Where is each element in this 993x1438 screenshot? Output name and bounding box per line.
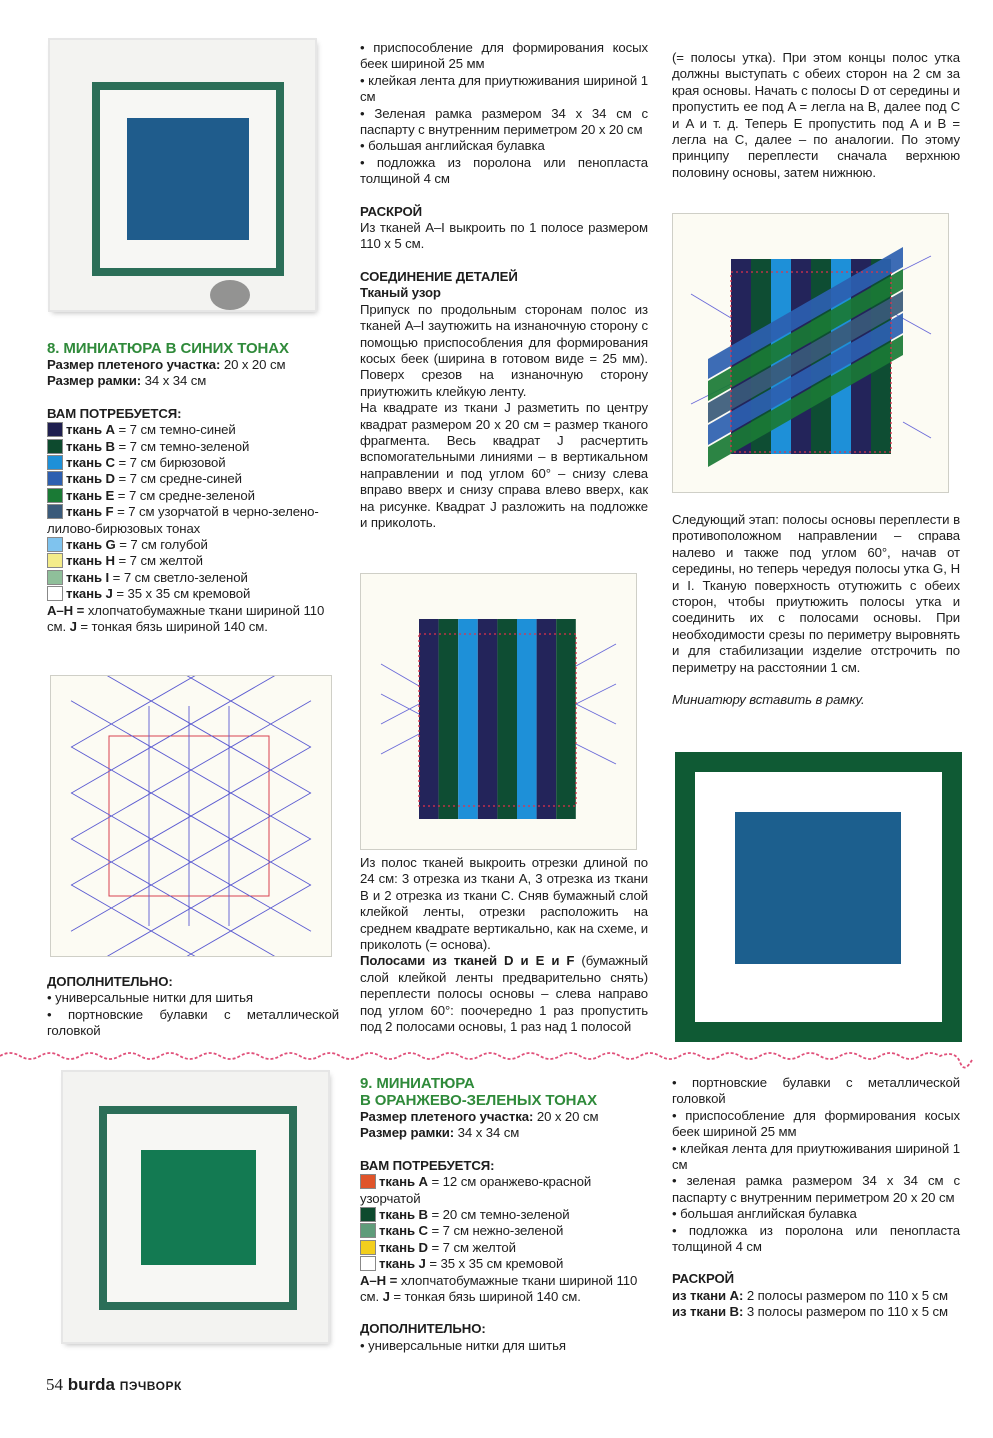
color-swatch: [47, 586, 63, 601]
brand-logo: burda: [67, 1375, 115, 1394]
color-swatch: [47, 439, 63, 454]
fabric-desc: = 35 х 35 см кремовой: [425, 1256, 564, 1272]
fabric-item: [360, 1207, 652, 1223]
color-swatch: [360, 1223, 376, 1238]
column-2: • приспособление для формирования косых беек шириной 25 мм • клейкая лента для приутюживания шириной 1 см • Зеленая рамка размером 34 х 34 см с паспарту с внутренним периметром 20 х 20 см • большая английская булавка • подложка из поролона или пенопласта толщиной 4 см РАСКРОЙ Из тканей A–I выкроить по 1 полосе размером 110 х 5 см. СОЕДИНЕНИЕ ДЕТАЛЕЙ Тканый узор Припуск по продольным сторонам полос из тканей A–I заутюжить на изнаночную сторону с помощью приспособления для формирования косых беек (ширина в готовом виде = 25 мм). Поверх срезов на изнаночную сторону приутюжить клейкую ленту. На квадрате из ткани J разметить по центру квадрат размером 20 х 20 см = размер тканого фрагмента. Весь квадрат J расчертить вспомогательными линиями – в вертикальном направлении и под углом 60° – снизу слева вправо вверх и снизу справа влево вверх, как на рисунке. Квадрат J разложить на подложке и приколоть.: [360, 40, 648, 530]
color-swatch: [47, 537, 63, 552]
warp-strip: [458, 619, 478, 819]
fabric-item: [47, 422, 339, 438]
section-9: 9. МИНИАТЮРА В ОРАНЖЕВО-ЗЕЛЕНЫХ ТОНАХ Размер плетеного участка: 20 х 20 см Размер рамки: 34 х 34 см ВАМ ПОТРЕБУЕТСЯ: ткань A = 12 см оранжево-красной узорчатой ткань B = 20 см темно-зеленой ткань C = 7 см нежно-зеленой ткань D = 7 см желтой ткань J = 35 х 35 см кремовой A–H = хлопчатобумажные ткани шириной 110 см. J = тонкая бязь шириной 140 см. ДОПОЛНИТЕЛЬНО: • универсальные нитки для шитья: [360, 1075, 652, 1354]
page-footer: [46, 1375, 182, 1395]
color-swatch: [47, 455, 63, 470]
heading-8: 8. МИНИАТЮРА В СИНИХ ТОНАХ: [47, 340, 289, 357]
fabric-name: ткань J: [66, 586, 113, 602]
fabric-desc: = 7 см темно-зеленой: [114, 438, 250, 454]
framed-blue-miniature: [675, 752, 962, 1042]
fabric-name: ткань I: [66, 569, 110, 585]
color-swatch: [360, 1174, 376, 1189]
fabric-item: [47, 537, 339, 553]
fabric-name: ткань D: [66, 471, 115, 487]
guide-line: [71, 885, 311, 956]
color-swatch: [47, 471, 63, 486]
guide-line: [71, 676, 311, 747]
photo-orange-miniature: [63, 1072, 328, 1342]
warp-strip: [556, 619, 576, 819]
fabric-item: [47, 553, 339, 569]
color-swatch: [360, 1240, 376, 1255]
warp-strip: [517, 619, 537, 819]
guide-line: [71, 839, 311, 956]
fabric-item: [47, 488, 339, 504]
fabric-item: [47, 570, 339, 586]
page-number: 54: [46, 1375, 63, 1394]
fabric-name: ткань A: [379, 1174, 428, 1190]
guide-line: [71, 885, 311, 956]
fabric-desc: = 20 см темно-зеленой: [427, 1207, 570, 1223]
color-swatch: [47, 504, 63, 519]
color-swatch: [47, 488, 63, 503]
col2-lower: Из полос тканей выкроить отрезки длиной по 24 см: 3 отрезка из ткани A, 3 отрезка из ткани B и 2 отрезка из ткани C. Сняв бумажный слой клейкой ленты, отрезки расположить на среднем квадрате вертикально, как на схеме, и приколоть (= основа). Полосами из тканей D и E и F (бумажный слой клейкой ленты предварительно снять) переплести полосы основы – слева направо под углом 60°: поочередно 1 раз пропустить под 2 полосами основы, 1 раз над 1 полосой: [360, 855, 648, 1035]
color-swatch: [360, 1256, 376, 1271]
fabric-name: ткань E: [66, 487, 115, 503]
fabric-list-9: [360, 1174, 652, 1272]
guide-line: [71, 839, 311, 956]
fabric-item: [360, 1223, 652, 1239]
fabric-name: ткань D: [379, 1239, 428, 1255]
fabric-desc: = 7 см средне-синей: [114, 471, 242, 487]
fabric-desc: = 7 см желтой: [114, 553, 203, 569]
fabric-item: [360, 1174, 652, 1207]
fabric-item: [47, 504, 339, 537]
fabric-desc: = 7 см узорчатой в черно-зелено-лилово-бирюзовых тонах: [47, 504, 319, 536]
fabric-desc: = 7 см светло-зеленой: [109, 569, 248, 585]
diagram-warp-strips: [360, 573, 637, 850]
fabric-desc: = 7 см нежно-зеленой: [427, 1223, 564, 1239]
fabric-item: [47, 439, 339, 455]
guide-line: [71, 676, 311, 793]
fabric-desc: = 7 см темно-синей: [114, 422, 236, 438]
fabric-list: [47, 422, 339, 602]
fabric-item: [47, 471, 339, 487]
diagram-weaving: [672, 213, 949, 493]
fabric-item: [360, 1256, 652, 1272]
fabric-item: [47, 455, 339, 471]
need-title: ВАМ ПОТРЕБУЕТСЯ:: [47, 405, 182, 421]
color-swatch: [47, 422, 63, 437]
column-3: (= полосы утка). При этом концы полос утка должны выступать с обеих сторон на 2 см за края основы. Начать с полосы D от середины и пропустить ее под A = легла на B, далее под C и A и т. д. Теперь E пропустить под A и B = легла на C, далее – по аналогии. По этому принципу переплести сначала верхнюю половину основы, затем нижнюю.: [672, 50, 960, 180]
fabric-name: ткань F: [66, 504, 114, 520]
warp-strip: [439, 619, 459, 819]
warp-strip: [478, 619, 498, 819]
color-swatch: [47, 553, 63, 568]
warp-strip: [497, 619, 517, 819]
fabric-desc: = 7 см средне-зеленой: [114, 487, 255, 503]
section-name: ПЭЧВОРК: [119, 1379, 182, 1393]
fabric-name: ткань B: [66, 438, 115, 454]
fabric-name: ткань G: [66, 537, 116, 553]
fabric-name: ткань A: [66, 422, 115, 438]
color-swatch: [360, 1207, 376, 1222]
fabric-desc: = 7 см бирюзовой: [114, 455, 226, 471]
fabric-desc: = 35 х 35 см кремовой: [112, 586, 251, 602]
fabric-desc: = 7 см голубой: [115, 537, 208, 553]
fabric-item: [47, 586, 339, 602]
warp-strip: [419, 619, 439, 819]
fabric-desc: = 7 см желтой: [427, 1239, 516, 1255]
guide-line: [71, 676, 311, 793]
diagram-grid-lines: [50, 675, 332, 957]
fabric-name: ткань C: [66, 455, 115, 471]
fabric-name: ткань J: [379, 1256, 426, 1272]
blue-cube-pattern: [127, 118, 249, 240]
column-1: 8. МИНИАТЮРА В СИНИХ ТОНАХ Размер плетеного участка: 20 х 20 см Размер рамки: 34 х 34 см ВАМ ПОТРЕБУЕТСЯ: ткань A = 7 см темно-синей ткань B = 7 см темно-зеленой ткань C = 7 см бирюзовой ткань D = 7 см средне-синей ткань E = 7 см средне-зеленой ткань F = 7 см узорчатой в черно-зелено-лилово-бирюзовых тонах ткань G = 7 см голубой ткань H = 7 см желтой ткань I = 7 см светло-зеленой ткань J = 35 х 35 см кремовой A–H = хлопчатобумажные ткани шириной 110 см. J = тонкая бязь шириной 140 см.: [47, 340, 339, 636]
color-swatch: [47, 570, 63, 585]
guide-line: [71, 676, 311, 747]
col3-lower: Следующий этап: полосы основы переплести в противоположном направлении – справа налево и также под углом 60°, начав от середины, но теперь чередуя полосы утка G, H и I. Тканую поверхность отутюжить с обеих сторон, чтобы приутюжить полосы утка и соединить их с полосами основы. При необходимости срезы по периметру выровнять и для стабилизации изделие отстрочить по периметру на расстоянии 1 см. Миниатюру вставить в рамку.: [672, 512, 960, 708]
photo-blue-miniature: [50, 40, 315, 310]
fabric-item: [360, 1240, 652, 1256]
fabric-name: ткань H: [66, 553, 115, 569]
fabric-name: ткань C: [379, 1223, 428, 1239]
section-9-right: • портновские булавки с металлической головкой • приспособление для формирования косых беек шириной 25 мм • клейкая лента для приутюживания шириной 1 см • зеленая рамка размером 34 х 34 см с паспарту с внутренним периметром 20 х 20 см • большая английская булавка • подложка из поролона или пенопласта толщиной 4 см РАСКРОЙ из ткани A: 2 полосы размером по 110 х 5 см из ткани B: 3 полосы размером по 110 х 5 см: [672, 1075, 960, 1320]
fabric-name: ткань B: [379, 1207, 428, 1223]
col1-extra: ДОПОЛНИТЕЛЬНО: • универсальные нитки для шитья • портновские булавки с металлической головкой: [47, 974, 339, 1039]
fabric-desc: = 12 см оранжево-красной узорчатой: [360, 1174, 592, 1206]
warp-strip: [537, 619, 557, 819]
